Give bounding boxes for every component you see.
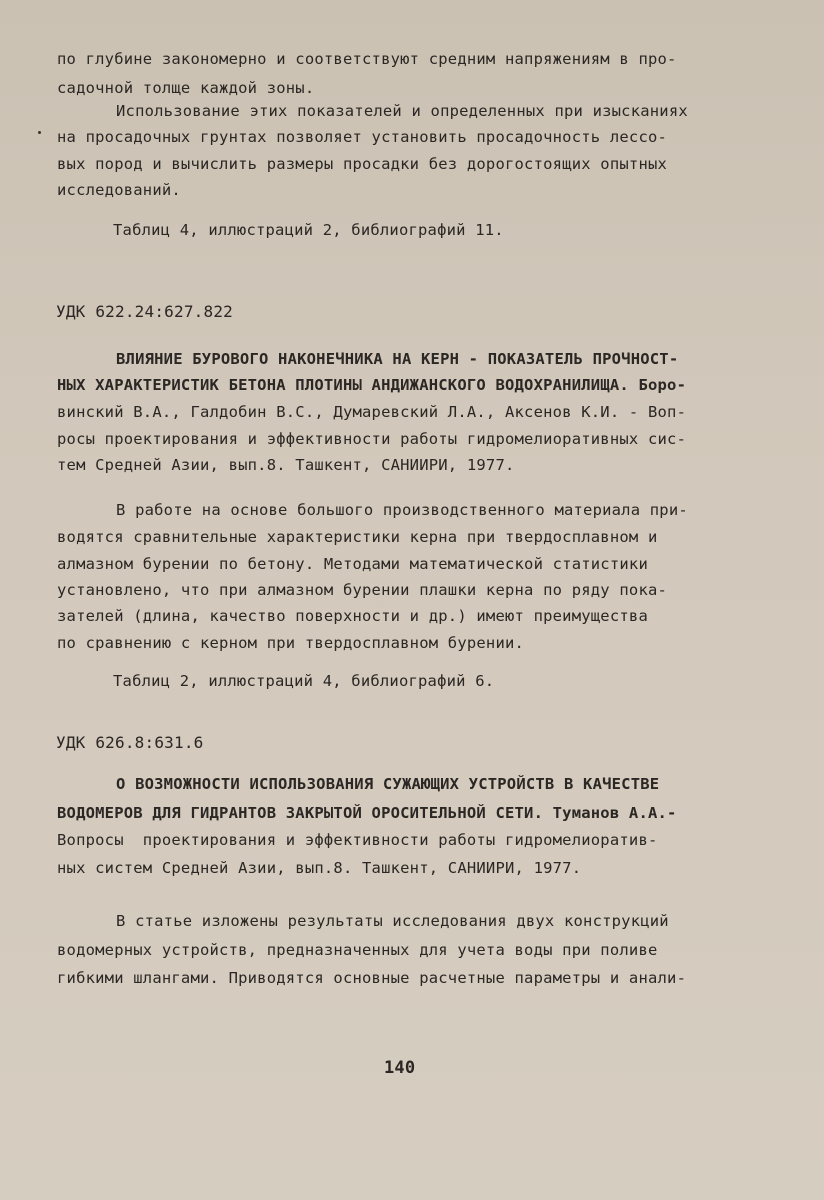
entry-source: Вопросы проектирования и эффективности работы гидромелиоратив- [57, 831, 658, 849]
abstract-line: В работе на основе большого производственного материала при- [116, 501, 688, 519]
entry-source: ных систем Средней Азии, вып.8. Ташкент, САНИИРИ, 1977. [57, 859, 582, 877]
entry-title: ВОДОМЕРОВ ДЛЯ ГИДРАНТОВ ЗАКРЫТОЙ ОРОСИТЕЛЬНОЙ СЕТИ. Туманов А.А.- [57, 804, 677, 822]
abstract-line: зателей (длина, качество поверхности и др.) имеют преимущества [57, 607, 648, 625]
entry-title: О ВОЗМОЖНОСТИ ИСПОЛЬЗОВАНИЯ СУЖАЮЩИХ УСТРОЙСТВ В КАЧЕСТВЕ [116, 775, 660, 793]
entry-title: ВЛИЯНИЕ БУРОВОГО НАКОНЕЧНИКА НА КЕРН - ПОКАЗАТЕЛЬ ПРОЧНОСТ- [116, 350, 679, 368]
text-line: на просадочных грунтах позволяет установить просадочность лессо- [57, 128, 668, 146]
abstract-line: по сравнению с керном при твердосплавном бурении. [57, 634, 525, 652]
text-line: по глубине закономерно и соответствуют средним напряжениям в про- [57, 50, 677, 68]
abstract-line: В статье изложены результаты исследования двух конструкций [116, 912, 669, 930]
entry-title: НЫХ ХАРАКТЕРИСТИК БЕТОНА ПЛОТИНЫ АНДИЖАНСКОГО ВОДОХРАНИЛИЩА. Боро- [57, 376, 687, 394]
abstract-line: водятся сравнительные характеристики керна при твердосплавном и [57, 528, 658, 546]
udk-code: УДК 626.8:631.6 [56, 733, 204, 752]
text-line: вых пород и вычислить размеры просадки без дорогостоящих опытных [57, 155, 668, 173]
udk-code: УДК 622.24:627.822 [56, 302, 233, 321]
entry-source: тем Средней Азии, вып.8. Ташкент, САНИИРИ, 1977. [57, 456, 515, 474]
text-line: Использование этих показателей и определенных при изысканиях [116, 102, 688, 120]
entry-source: росы проектирования и эффективности работы гидромелиоративных сис- [57, 430, 687, 448]
entry-authors: винский В.А., Галдобин В.С., Думаревский Л.А., Аксенов К.И. - Воп- [57, 403, 687, 421]
text-line: садочной толще каждой зоны. [57, 79, 315, 97]
abstract-line: водомерных устройств, предназначенных для учета воды при поливе [57, 941, 658, 959]
abstract-line: установлено, что при алмазном бурении плашки керна по ряду пока- [57, 581, 668, 599]
page-number: 140 [384, 1058, 416, 1078]
abstract-line: гибкими шлангами. Приводятся основные расчетные параметры и анали- [57, 969, 687, 987]
tables-note: Таблиц 2, иллюстраций 4, библиографий 6. [113, 672, 495, 690]
stray-mark [38, 131, 41, 134]
tables-note: Таблиц 4, иллюстраций 2, библиографий 11. [113, 221, 504, 239]
text-line: исследований. [57, 181, 181, 199]
abstract-line: алмазном бурении по бетону. Методами математической статистики [57, 555, 648, 573]
